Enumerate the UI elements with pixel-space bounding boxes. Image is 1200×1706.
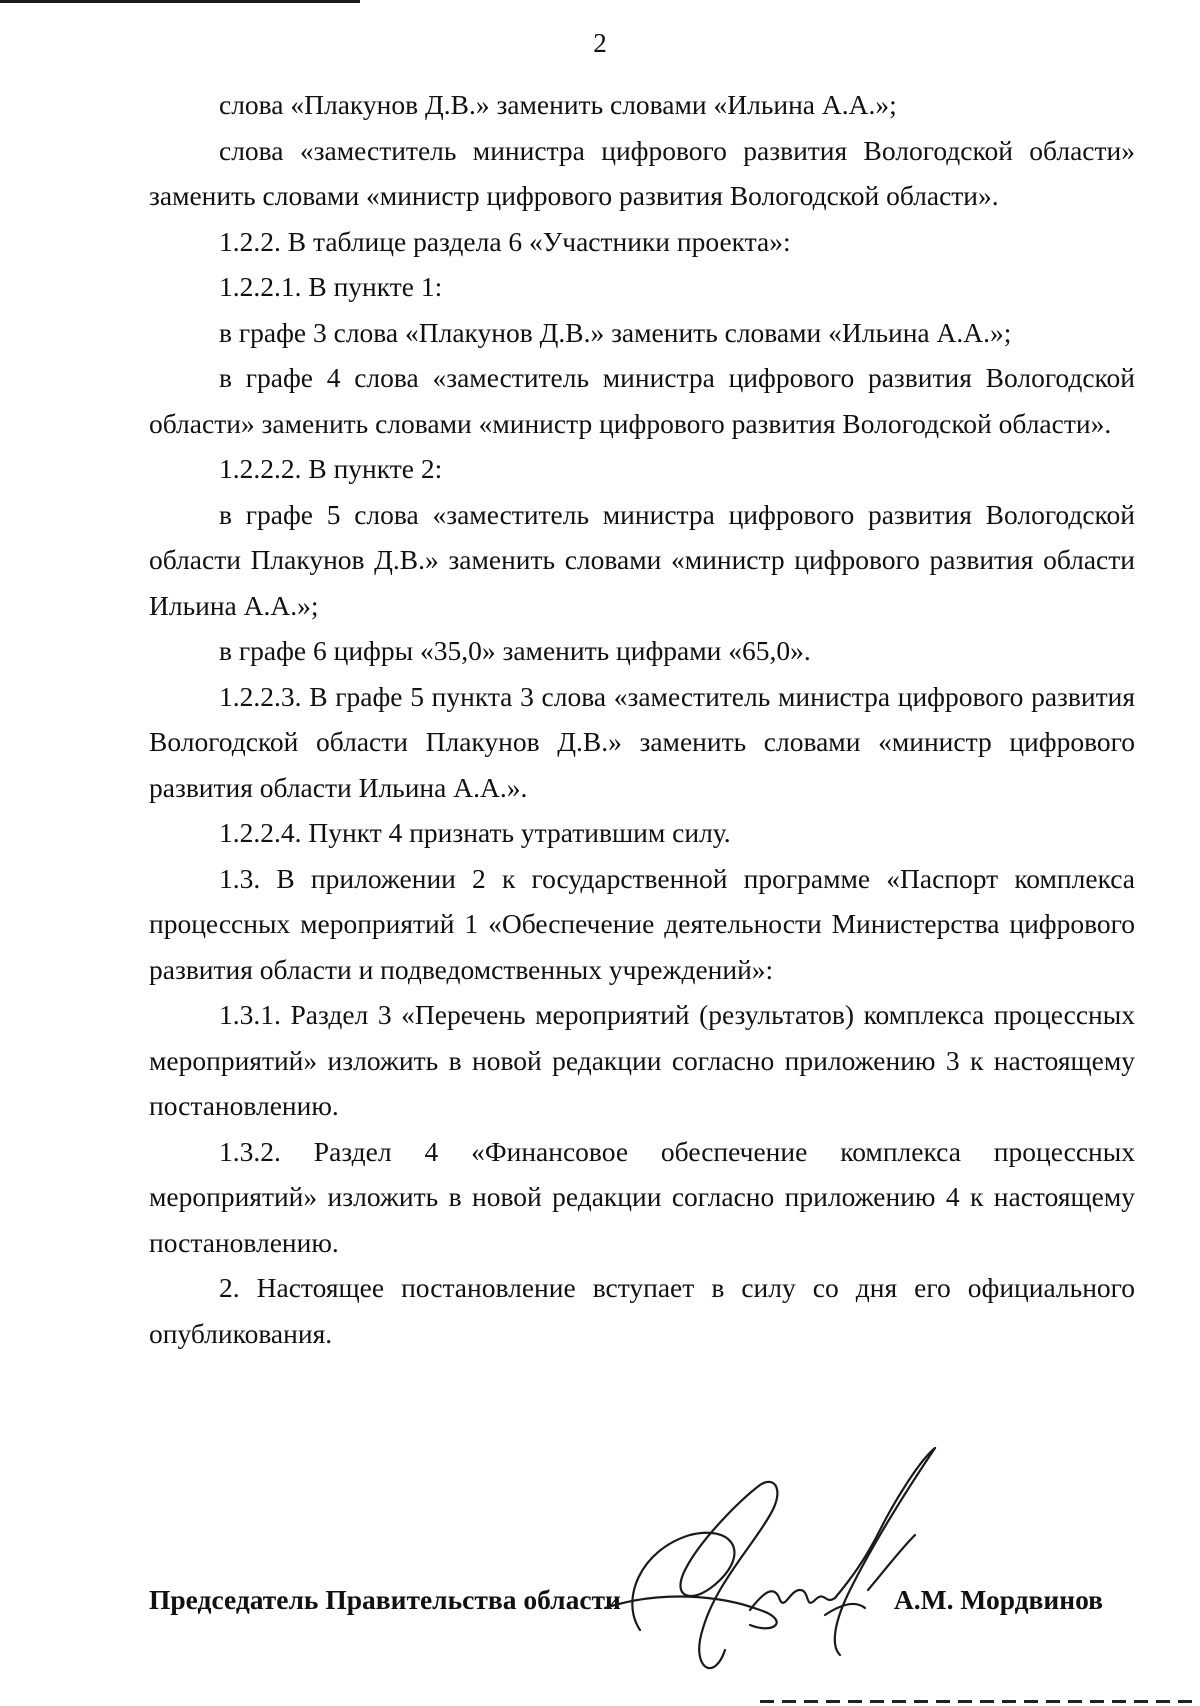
paragraph-15: 2. Настоящее постановление вступает в силу со дня его официального опубликования. bbox=[149, 1272, 1135, 1349]
paragraph-6: в графе 4 слова «заместитель министра цифрового развития Вологодской области» заменить словами «министр цифрового развития Вологодской области». bbox=[149, 362, 1135, 439]
document-body bbox=[149, 82, 1135, 1356]
handwritten-signature bbox=[600, 1440, 960, 1690]
paragraph-11: 1.2.2.4. Пункт 4 признать утратившим силу. bbox=[219, 817, 731, 848]
paragraph-12: 1.3. В приложении 2 к государственной программе «Паспорт комплекса процессных мероприятий 1 «Обеспечение деятельности Министерства цифрового развития области и подведомственных учреждений»: bbox=[149, 862, 1135, 985]
scan-edge-bottom bbox=[760, 1700, 1200, 1703]
paragraph-10: 1.2.2.3. В графе 5 пункта 3 слова «заместитель министра цифрового развития Вологодской области Плакунов Д.В.» заменить словами «министр цифрового развития области Ильина А.А.». bbox=[149, 680, 1135, 803]
paragraph-1: слова «Плакунов Д.В.» заменить словами «Ильина А.А.»; bbox=[219, 89, 897, 120]
signer-name: А.М. Мордвинов bbox=[893, 1584, 1103, 1615]
paragraph-13: 1.3.1. Раздел 3 «Перечень мероприятий (результатов) комплекса процессных мероприятий» изложить в новой редакции согласно приложению 3 к настоящему постановлению. bbox=[149, 999, 1135, 1121]
paragraph-9: в графе 6 цифры «35,0» заменить цифрами «65,0». bbox=[219, 635, 811, 666]
paragraph-5: в графе 3 слова «Плакунов Д.В.» заменить словами «Ильина А.А.»; bbox=[219, 316, 1012, 348]
paragraph-8: в графе 5 слова «заместитель министра цифрового развития Вологодской области Плакунов Д.В.» заменить словами «министр цифрового развития области Ильина А.А.»; bbox=[149, 498, 1135, 621]
signer-position: Председатель Правительства области bbox=[149, 1584, 621, 1615]
page-number: 2 bbox=[593, 28, 607, 58]
paragraph-3: 1.2.2. В таблице раздела 6 «Участники проекта»: bbox=[219, 225, 791, 257]
paragraph-4: 1.2.2.1. В пункте 1: bbox=[219, 271, 443, 302]
paragraph-14: 1.3.2. Раздел 4 «Финансовое обеспечение комплекса процессных мероприятий» изложить в новой редакции согласно приложению 4 к настоящему постановлению. bbox=[149, 1135, 1135, 1258]
paragraph-2: слова «заместитель министра цифрового развития Вологодской области» заменить словами «министр цифрового развития Вологодской области». bbox=[149, 134, 1135, 211]
paragraph-7: 1.2.2.2. В пункте 2: bbox=[219, 453, 443, 484]
scan-edge-top bbox=[0, 0, 360, 3]
